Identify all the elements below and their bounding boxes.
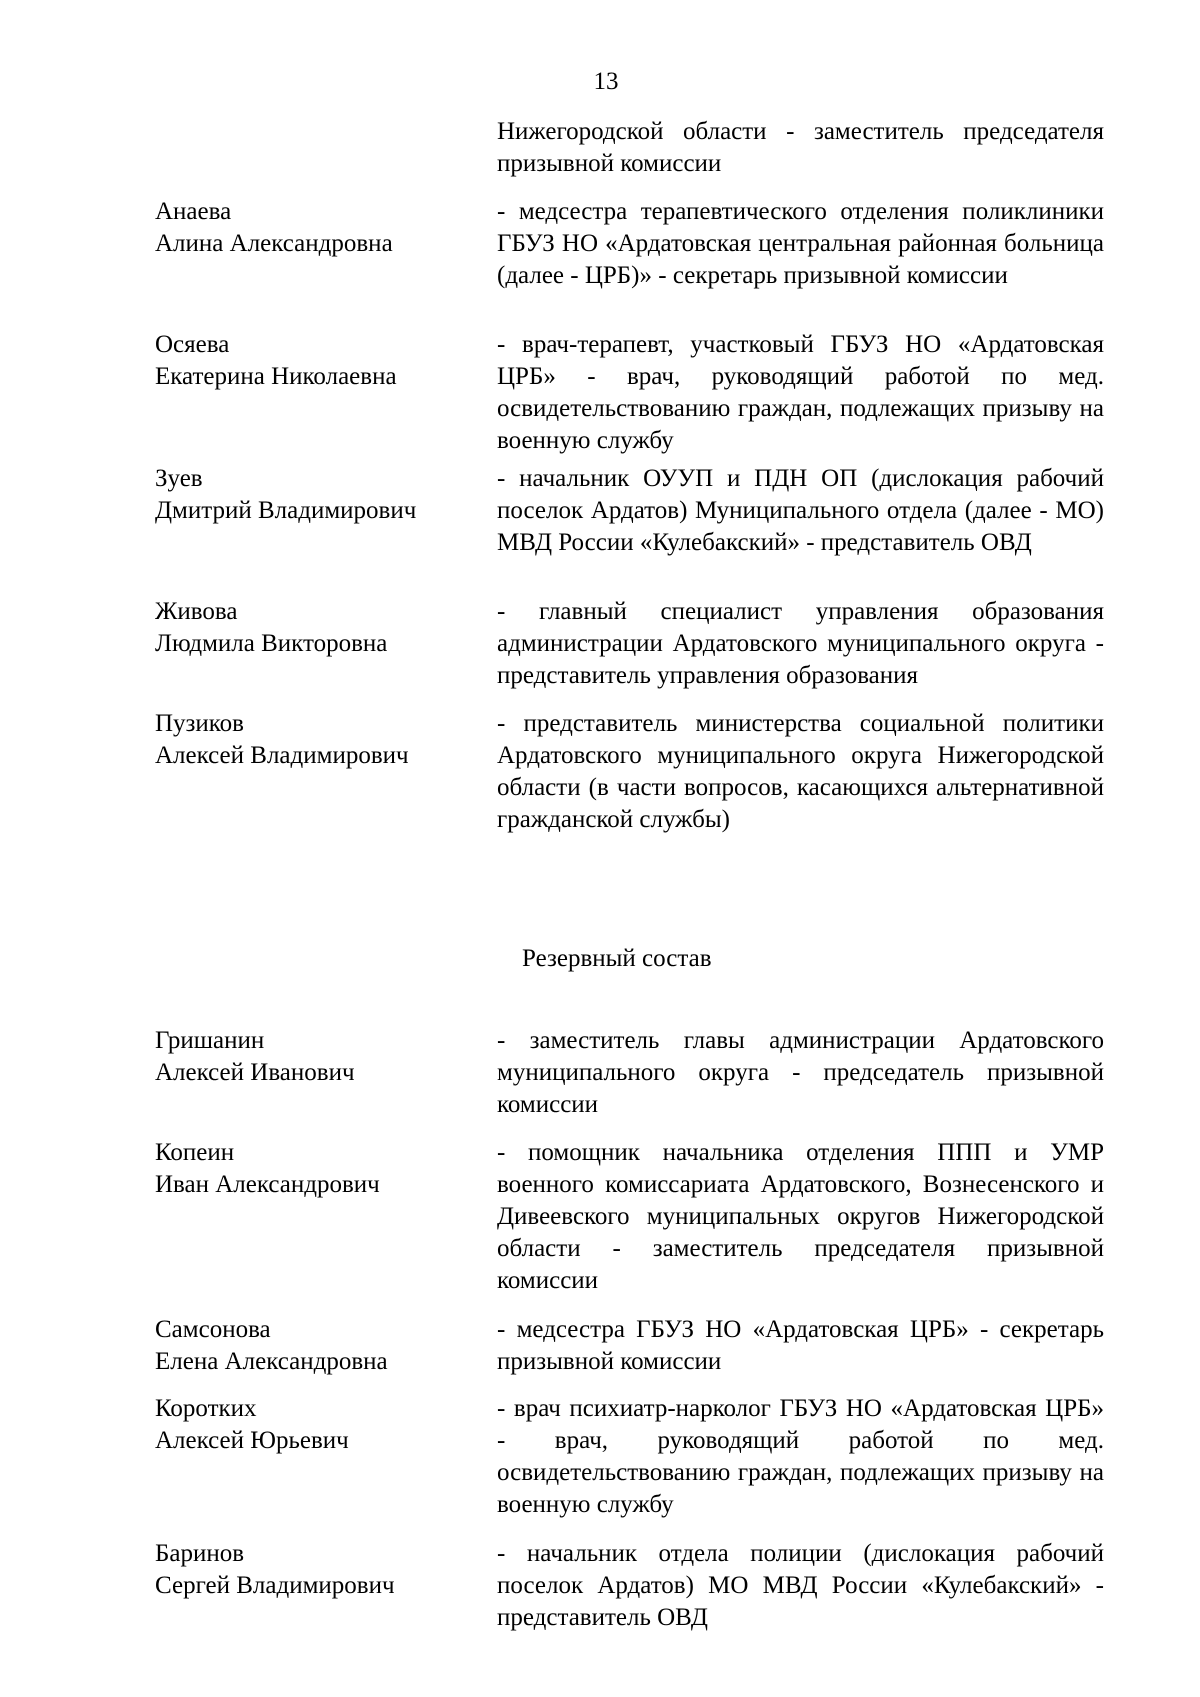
member-role: - начальник отдела полиции (дислокация рабочий поселок Ардатов) МО МВД России «Кулебакский» - представитель ОВД: [497, 1540, 1104, 1631]
member-given-name: Иван Александрович: [155, 1171, 380, 1198]
member-surname: Копеин: [155, 1139, 235, 1166]
member-entry: [155, 1025, 1104, 1137]
member-name: [155, 463, 497, 596]
member-entry: [155, 329, 1104, 463]
member-given-name: Дмитрий Владимирович: [155, 497, 417, 524]
member-surname: Живова: [155, 598, 238, 625]
member-given-name: Алина Александровна: [155, 230, 393, 257]
member-name: [155, 1314, 497, 1393]
member-entry: [155, 463, 1104, 596]
member-name: [155, 196, 497, 329]
member-given-name: Екатерина Николаевна: [155, 363, 397, 390]
member-name: [155, 329, 497, 463]
member-name: [155, 1137, 497, 1314]
member-name: [155, 1393, 497, 1538]
member-role: - заместитель главы администрации Ардатовского муниципального округа - председатель призывной комиссии: [497, 1027, 1104, 1118]
member-entry: [155, 1137, 1104, 1314]
member-surname: Коротких: [155, 1395, 257, 1422]
member-given-name: Алексей Юрьевич: [155, 1427, 349, 1454]
member-role: - врач-терапевт, участковый ГБУЗ НО «Ардатовская ЦРБ» - врач, руководящий работой по мед. освидетельствованию граждан, подлежащих призыву на военную службу: [497, 331, 1104, 454]
member-role: - помощник начальника отделения ППП и УМР военного комиссариата Ардатовского, Вознесенского и Дивеевского муниципальных округов Нижегородской области - заместитель председателя призывной комиссии: [497, 1139, 1104, 1294]
member-surname: Гришанин: [155, 1027, 265, 1054]
member-surname: Пузиков: [155, 710, 244, 737]
member-surname: Самсонова: [155, 1316, 271, 1343]
main-members-list: [155, 196, 1104, 836]
member-role: - медсестра ГБУЗ НО «Ардатовская ЦРБ» - секретарь призывной комиссии: [497, 1316, 1104, 1375]
member-given-name: Алексей Владимирович: [155, 742, 409, 769]
member-entry: [155, 1393, 1104, 1538]
member-name: [155, 596, 497, 708]
member-entry: [155, 196, 1104, 329]
member-entry: [155, 1314, 1104, 1393]
continuation-text: Нижегородской области - заместитель председателя призывной комиссии: [497, 118, 1104, 177]
member-surname: Зуев: [155, 465, 203, 492]
member-surname: Осяева: [155, 331, 230, 358]
member-entry: [155, 1538, 1104, 1634]
reserve-members-list: [155, 1025, 1104, 1634]
member-surname: Анаева: [155, 198, 232, 225]
member-role: - медсестра терапевтического отделения поликлиники ГБУЗ НО «Ардатовская центральная районная больница (далее - ЦРБ)» - секретарь призывной комиссии: [497, 198, 1104, 289]
member-role: - начальник ОУУП и ПДН ОП (дислокация рабочий поселок Ардатов) Муниципального отдела (далее - МО) МВД России «Кулебакский» - представитель ОВД: [497, 465, 1104, 556]
member-given-name: Сергей Владимирович: [155, 1572, 395, 1599]
member-surname: Баринов: [155, 1540, 245, 1567]
member-entry: [155, 708, 1104, 836]
reserve-section-title: Резервный состав: [522, 945, 712, 972]
member-name: [155, 1025, 497, 1137]
member-name: [155, 1538, 497, 1634]
member-role: - врач психиатр-нарколог ГБУЗ НО «Ардатовская ЦРБ» - врач, руководящий работой по мед. освидетельствованию граждан, подлежащих призыву на военную службу: [497, 1395, 1104, 1518]
member-role: - представитель министерства социальной политики Ардатовского муниципального округа Нижегородской области (в части вопросов, касающихся альтернативной гражданской службы): [497, 710, 1104, 833]
member-role: - главный специалист управления образования администрации Ардатовского муниципального округа - представитель управления образования: [497, 598, 1104, 689]
member-given-name: Людмила Викторовна: [155, 630, 388, 657]
page-number: 13: [593, 68, 619, 95]
member-entry: [155, 596, 1104, 708]
member-name: [155, 708, 497, 836]
member-given-name: Алексей Иванович: [155, 1059, 355, 1086]
member-given-name: Елена Александровна: [155, 1348, 388, 1375]
